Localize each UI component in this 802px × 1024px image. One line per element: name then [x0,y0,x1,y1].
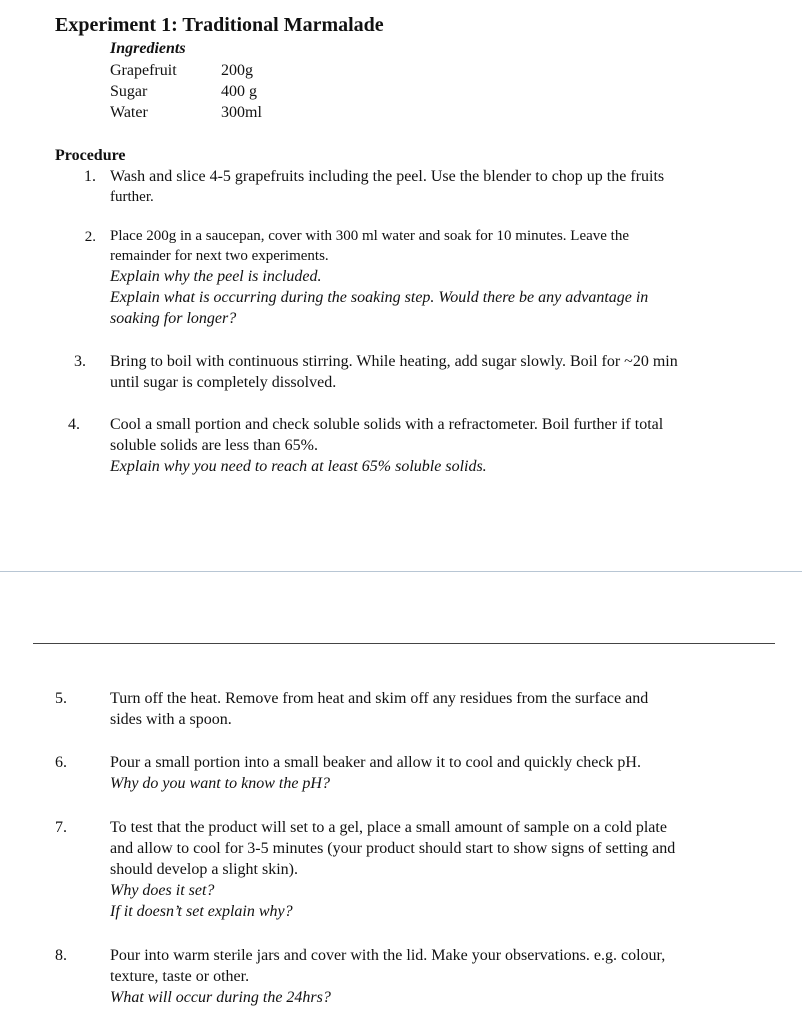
step-line: further. [110,189,154,205]
step-number: 4. [68,416,80,433]
step-text [110,166,778,207]
step-line: should develop a slight skin). [110,861,298,878]
step-text [110,945,778,1008]
step-question: What will occur during the 24hrs? [110,989,331,1006]
procedure-heading: Procedure [55,147,126,164]
step-line: Cool a small portion and check soluble solids with a refractometer. Boil further if total [110,416,664,433]
ingredient-quantity: 400 g [221,83,257,100]
step-number: 1. [84,168,96,185]
step-number: 7. [55,819,67,836]
step-line: Place 200g in a saucepan, cover with 300 ml water and soak for 10 minutes. Leave the [110,228,630,244]
ingredient-quantity: 200g [221,62,253,79]
ingredient-name: Water [110,104,148,121]
step-question: Explain what is occurring during the soaking step. Would there be any advantage in [110,289,649,306]
step-number: 6. [55,754,67,771]
step-text [110,817,778,922]
ingredient-name: Grapefruit [110,62,177,79]
step-number: 3. [74,353,86,370]
ingredients-heading: Ingredients [110,40,186,57]
step-question: Why do you want to know the pH? [110,775,330,792]
step-text [110,414,778,477]
step-number: 2. [84,229,96,245]
step-question: If it doesn’t set explain why? [110,903,293,920]
step-line: texture, taste or other. [110,968,250,985]
page-title: Experiment 1: Traditional Marmalade [55,14,384,36]
step-line: Wash and slice 4-5 grapefruits including the peel. Use the blender to chop up the fruits [110,168,665,185]
step-line: Bring to boil with continuous stirring. While heating, add sugar slowly. Boil for ~20 min [110,353,678,370]
step-question: Why does it set? [110,882,215,899]
step-line: Turn off the heat. Remove from heat and skim off any residues from the surface and [110,690,649,707]
step-question: Explain why you need to reach at least 65% soluble solids. [110,458,487,475]
step-question: Explain why the peel is included. [110,268,322,285]
step-line: To test that the product will set to a gel, place a small amount of sample on a cold plate [110,819,667,836]
step-number: 8. [55,947,67,964]
step-line: remainder for next two experiments. [110,248,329,264]
step-text [110,688,778,730]
step-line: Pour into warm sterile jars and cover with the lid. Make your observations. e.g. colour, [110,947,666,964]
step-line: sides with a spoon. [110,711,232,728]
step-line: Pour a small portion into a small beaker and allow it to cool and quickly check pH. [110,754,641,771]
step-text [110,351,778,393]
step-line: and allow to cool for 3-5 minutes (your product should start to show signs of setting and [110,840,676,857]
step-text [110,752,778,794]
ingredient-quantity: 300ml [221,104,262,121]
step-line: soluble solids are less than 65%. [110,437,318,454]
step-question: soaking for longer? [110,310,237,327]
step-line: until sugar is completely dissolved. [110,374,337,391]
step-number: 5. [55,690,67,707]
section-divider [33,643,775,644]
ingredient-name: Sugar [110,83,148,100]
step-text [110,226,778,329]
page-divider [0,571,802,572]
